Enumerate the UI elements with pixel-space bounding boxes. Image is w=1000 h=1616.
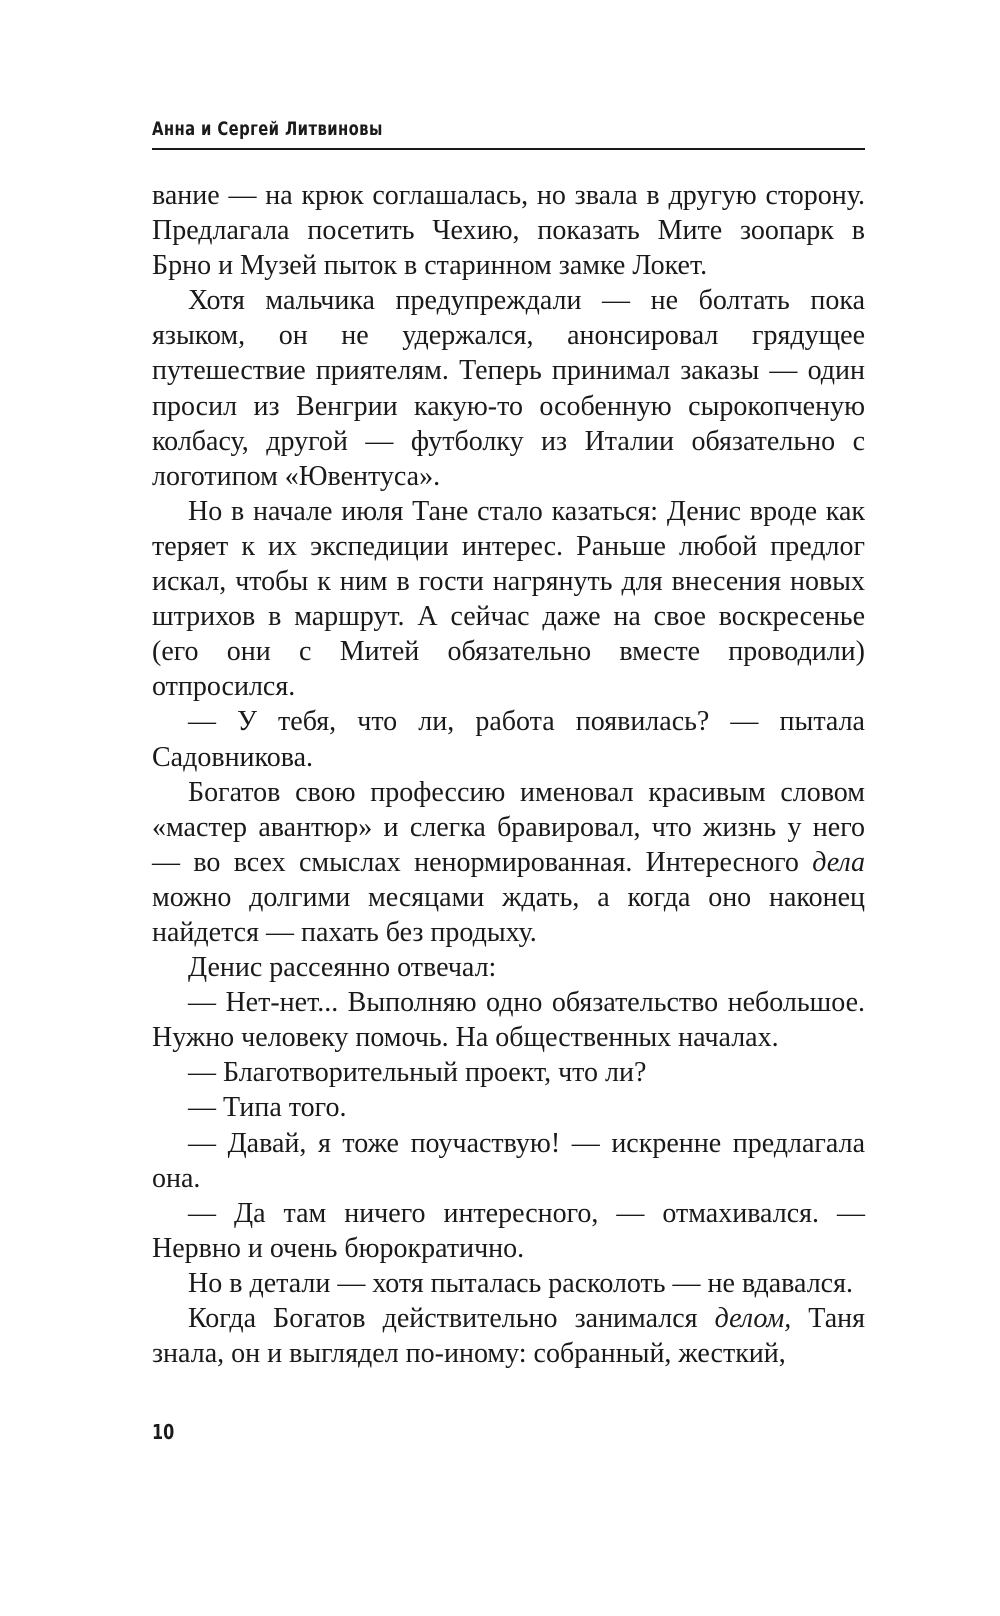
paragraph-text: Когда Богатов действительно занимался [188,1303,715,1334]
paragraph: Хотя мальчика предупреждали — не болтать пока языком, он не удержался, анонсировал грядущее путешествие приятелям. Теперь принимал заказы — один просил из Венгрии какую-то особенную сырокопченую колбасу, другой — футболку из Италии обязательно с логотипом «Ювентуса». [152,285,865,492]
dialogue-line: — Да там ничего интересного, — отмахивался. — Нервно и очень бюрократично. [152,1197,865,1264]
page-body [152,178,865,1371]
dialogue-line: — Типа того. [188,1092,347,1124]
paragraph: Но в начале июля Тане стало казаться: Денис вроде как теряет к их экспедиции интерес. Раньше любой предлог искал, чтобы к ним в гости нагрянуть для внесения новых штрихов в маршрут. А сейчас даже на свое воскресенье (его они с Митей обязательно вместе проводили) отпросился. [152,495,865,703]
page-number: 10 [152,1420,175,1444]
running-header-title: Анна и Сергей Литвиновы [152,118,383,140]
paragraph: Денис рассеянно отвечал: [188,952,497,984]
italic-word: дела [812,846,865,878]
dialogue-line: — Благотворительный проект, что ли? [188,1057,647,1089]
dialogue-line: — Нет-нет... Выполняю одно обязательство небольшое. Нужно человеку помочь. На общественных началах. [152,987,865,1054]
italic-word: делом, [714,1303,792,1334]
paragraph-text: Таня знала, он и выглядел по-иному: собранный, жесткий, [152,1303,865,1370]
paragraph [152,775,865,950]
dialogue-line: — Давай, я тоже поучаствую! — искренне предлагала она. [152,1127,865,1194]
paragraph: Но в детали — хотя пыталась расколоть — не вдавался. [188,1267,853,1299]
paragraph-text: Богатов свою профессию именовал красивым словом «мастер авантюр» и слегка бравировал, что жизнь у него — во всех смыслах ненормированная. Интересного [152,776,865,878]
dialogue-line: — У тебя, что ли, работа появилась? — пытала Садовникова. [152,706,865,773]
paragraph [152,1301,865,1371]
running-header [152,118,865,150]
paragraph: вание — на крюк соглашалась, но звала в другую сторону. Предлагала посетить Чехию, показать Мите зоопарк в Брно и Музей пыток в старинном замке Локет. [152,180,865,282]
paragraph-text: можно долгими месяцами ждать, а когда оно наконец найдется — пахать без продыху. [152,881,865,948]
